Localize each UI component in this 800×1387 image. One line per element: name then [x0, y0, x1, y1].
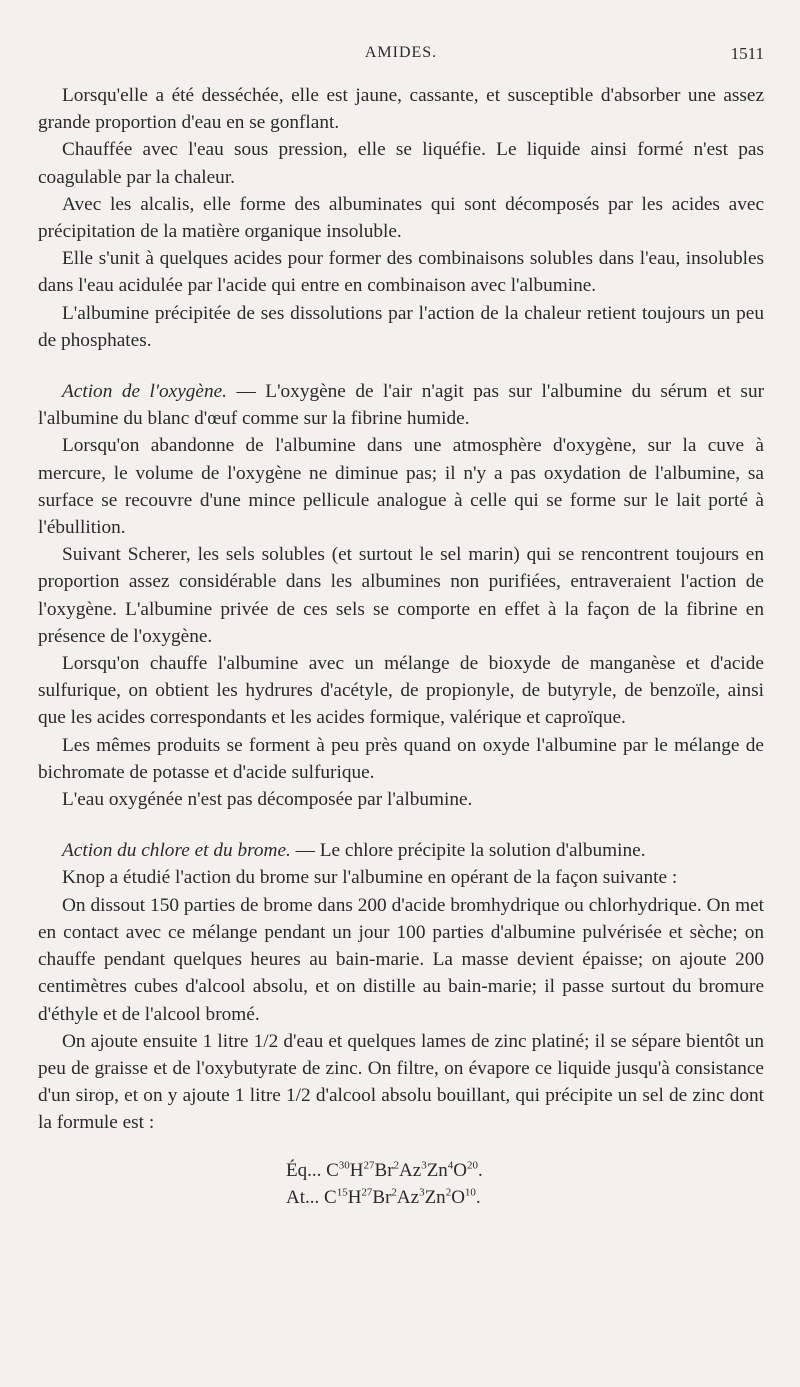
paragraph: Lorsqu'on abandonne de l'albumine dans une atmosphère d'oxygène, sur la cuve à mercure, le volume de l'oxygène ne diminue pas; il n'y a pas oxydation de l'albumine, sa surface se recouvre d'une mince pellicule analogue à celle qui se forme sur le lait porté à l'ébullition. — [38, 435, 764, 539]
page-number: 1511 — [730, 44, 764, 63]
paragraph: Knop a étudié l'action du brome sur l'albumine en opérant de la façon suivante : — [62, 867, 678, 889]
paragraph: L'albumine précipitée de ses dissolutions par l'action de la chaleur retient toujours un peu de phosphates. — [38, 302, 764, 351]
paragraph: Lorsqu'elle a été desséchée, elle est jaune, cassante, et susceptible d'absorber une assez grande proportion d'eau en se gonflant. — [38, 85, 764, 134]
paragraph-text: — Le chlore précipite la solution d'albumine. — [290, 840, 646, 862]
section-oxygen — [38, 378, 764, 432]
formula-label: At... — [286, 1186, 320, 1208]
chemical-formula: $C^{15}H^{27}Br^2Az^3Zn^2O^{10}$. — [324, 1186, 481, 1208]
paragraph: Avec les alcalis, elle forme des albuminates qui sont décomposés par les acides avec précipitation de la matière organique insoluble. — [38, 193, 764, 243]
formula-label: Éq... — [286, 1159, 322, 1181]
paragraph: Chauffée avec l'eau sous pression, elle se liquéfie. Le liquide ainsi formé n'est pas coagulable par la chaleur. — [38, 139, 764, 188]
paragraph: Lorsqu'on chauffe l'albumine avec un mélange de bioxyde de manganèse et d'acide sulfurique, on obtient les hydrures d'acétyle, de propionyle, de butyryle, de benzoïle, ainsi que les acides correspondants et les acides formique, valérique et caproïque. — [38, 653, 764, 729]
page-header — [38, 44, 764, 74]
formula-block — [286, 1157, 764, 1211]
paragraph: Elle s'unit à quelques acides pour former des combinaisons solubles dans l'eau, insolubles dans l'eau acidulée par l'acide qui entre en combinaison avec l'albumine. — [38, 248, 764, 297]
paragraph: L'eau oxygénée n'est pas décomposée par l'albumine. — [62, 789, 473, 811]
section-chlorine-bromine — [38, 837, 764, 864]
section-title: Action de l'oxygène. — [62, 381, 227, 403]
paragraph-text: — L'oxygène de l'air n'agit pas sur l'albumine du sérum et sur l'albumine du blanc d'œuf comme sur la fibrine humide. — [38, 381, 764, 430]
body-text — [38, 82, 764, 1211]
paragraph: On ajoute ensuite 1 litre 1/2 d'eau et quelques lames de zinc platiné; il se sépare bientôt un peu de graisse et de l'oxybutyrate de zinc. On filtre, on évapore ce liquide jusqu'à consistance d'un sirop, et on y ajoute 1 litre 1/2 d'alcool absolu bouillant, qui précipite un sel de zinc dont la formule est : — [38, 1030, 764, 1134]
section-title: Action du chlore et du brome. — [62, 840, 291, 862]
paragraph: On dissout 150 parties de brome dans 200 d'acide bromhydrique ou chlorhydrique. On met en contact avec ce mélange pendant un jour 100 parties d'albumine pulvérisée et sèche; on chauffe pendant quelques heures au bain-marie. La masse devient épaisse; on ajoute 200 centimètres cubes d'alcool absolu, et on distille au bain-marie; il passe surtout du bromure d'éthyle et de l'alcool bromé. — [38, 894, 764, 1025]
formula-equivalent — [286, 1157, 764, 1184]
formula-atomic — [286, 1184, 764, 1211]
running-title: AMIDES. — [364, 44, 438, 61]
paragraph: Les mêmes produits se forment à peu près quand on oxyde l'albumine par le mélange de bichromate de potasse et d'acide sulfurique. — [38, 734, 764, 783]
chemical-formula: $C^{30}H^{27}Br^2Az^3Zn^4O^{20}$. — [326, 1159, 483, 1181]
paragraph: Suivant Scherer, les sels solubles (et surtout le sel marin) qui se rencontrent toujours en proportion assez considérable dans les albumines non purifiées, entraveraient l'action de l'oxygène. L'albumine privée de ces sels se comporte en effet à la façon de la fibrine en présence de l'oxygène. — [38, 544, 764, 647]
